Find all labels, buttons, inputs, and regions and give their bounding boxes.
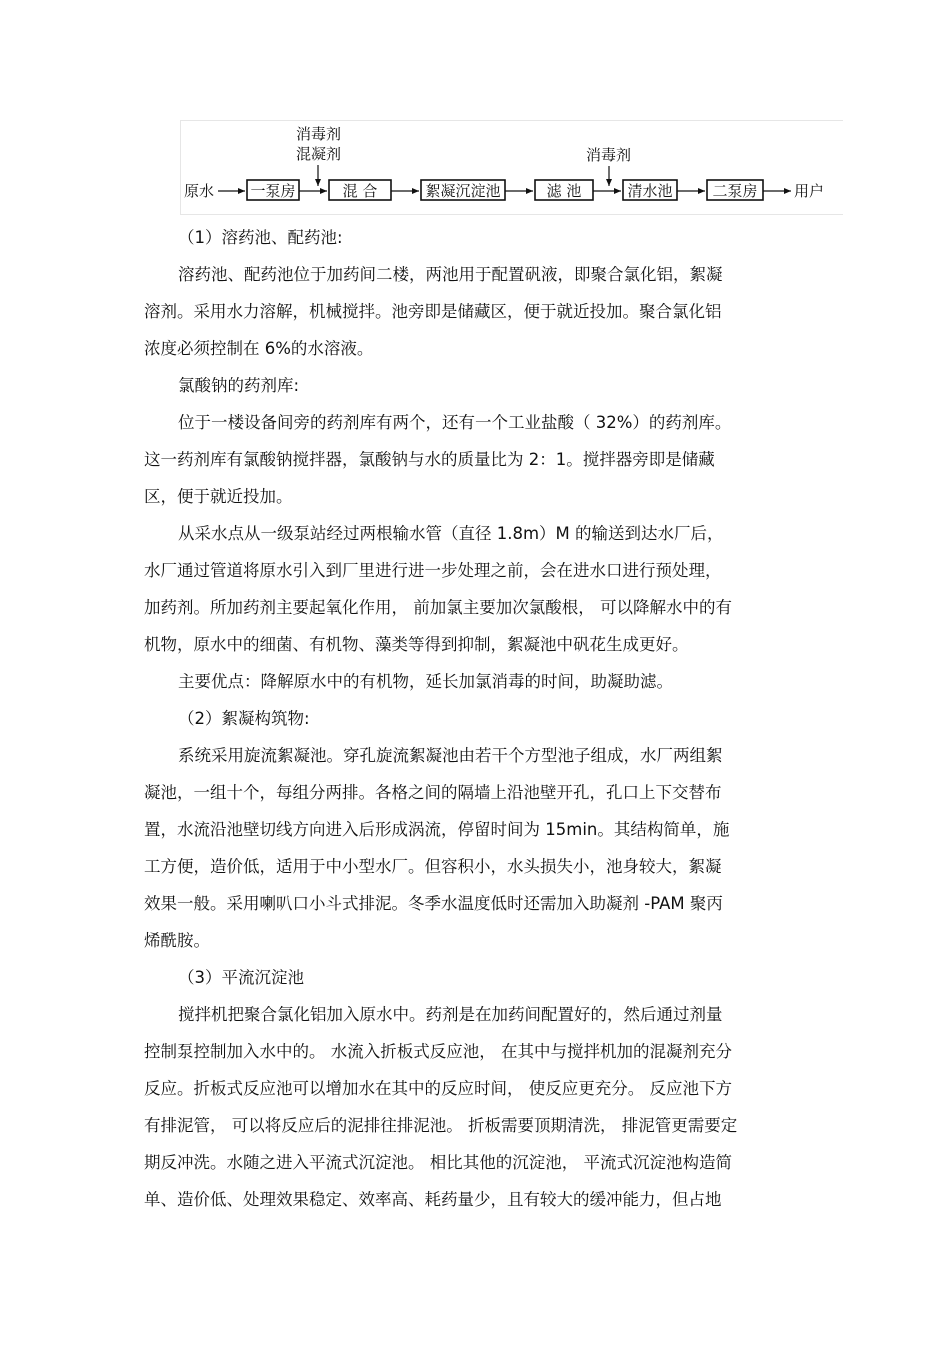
node-label: 混 合: [342, 182, 378, 200]
node-label: 滤 池: [546, 182, 582, 200]
text-line: 置，水流沿池壁切线方向进入后形成涡流，停留时间为 15min。其结构简单，施: [144, 820, 730, 839]
flow-diagram-svg: [181, 121, 844, 216]
text-line: 浓度必须控制在 6%的水溶液。: [144, 339, 374, 358]
node-raw-water: 原水: [184, 182, 215, 200]
text-line: 溶药池、配药池位于加药间二楼，两池用于配置矾液，即聚合氯化铝，絮凝: [178, 265, 723, 284]
node-clear-water-tank: [623, 180, 677, 200]
text-line: 工方便，造价低，适用于中小型水厂。但容积小，水头损失小，池身较大，絮凝: [144, 857, 722, 876]
node-label: 二泵房: [712, 182, 758, 200]
node-pump-house-1: [247, 180, 299, 200]
section-heading-2: （2）絮凝构筑物:: [178, 709, 310, 728]
text-line: 有排泥管， 可以将反应后的泥排往排泥池。 折板需要顶期清洗， 排泥管更需要定: [144, 1116, 738, 1135]
text-line: 从采水点从一级泵站经过两根输水管（直径 1.8m）M 的输送到达水厂后，: [178, 524, 724, 543]
text-line: 系统采用旋流絮凝池。穿孔旋流絮凝池由若干个方型池子组成，水厂两组絮: [178, 746, 723, 765]
text-line: 烯酰胺。: [144, 931, 210, 950]
section-heading-3: （3）平流沉淀池: [178, 968, 304, 987]
node-mixing: [329, 180, 391, 200]
text-line: 凝池，一组十个，每组分两排。各格之间的隔墙上沿池壁开孔，孔口上下交替布: [144, 783, 722, 802]
text-line: 主要优点：降解原水中的有机物，延长加氯消毒的时间，助凝助滤。: [178, 672, 673, 691]
node-filter: [535, 180, 593, 200]
node-flocculation-sedimentation: [421, 180, 505, 200]
text-line: 效果一般。采用喇叭口小斗式排泥。冬季水温度低时还需加入助凝剂 -PAM 聚丙: [144, 894, 723, 913]
input-label-coagulant: 混凝剂: [296, 145, 342, 163]
node-pump-house-2: [707, 180, 763, 200]
text-line: 搅拌机把聚合氯化铝加入原水中。药剂是在加药间配置好的，然后通过剂量: [178, 1005, 723, 1024]
text-line: 水厂通过管道将原水引入到厂里进行进一步处理之前，会在进水口进行预处理，: [144, 561, 722, 580]
process-flow-diagram: [180, 120, 843, 215]
text-line: 控制泵控制加入水中的。 水流入折板式反应池， 在其中与搅拌机加的混凝剂充分: [144, 1042, 732, 1061]
input-label-disinfectant-2: 消毒剂: [586, 146, 632, 164]
node-label: 一泵房: [250, 182, 296, 200]
text-line: 位于一楼设备间旁的药剂库有两个，还有一个工业盐酸（ 32%）的药剂库。: [178, 413, 732, 432]
text-line: 机物，原水中的细菌、有机物、藻类等得到抑制，絮凝池中矾花生成更好。: [144, 635, 689, 654]
text-line: 区，便于就近投加。: [144, 487, 293, 506]
input-label-disinfectant: 消毒剂: [296, 125, 342, 143]
text-line: 反应。折板式反应池可以增加水在其中的反应时间， 使反应更充分。 反应池下方: [144, 1079, 732, 1098]
text-line: 这一药剂库有氯酸钠搅拌器，氯酸钠与水的质量比为 2：1。搅拌器旁即是储藏: [144, 450, 715, 469]
text-line: 溶剂。采用水力溶解，机械搅拌。池旁即是储藏区，便于就近投加。聚合氯化铝: [144, 302, 722, 321]
text-line: 加药剂。所加药剂主要起氧化作用， 前加氯主要加次氯酸根， 可以降解水中的有: [144, 598, 732, 617]
node-label: 絮凝沉淀池: [425, 182, 501, 200]
node-user: 用户: [794, 182, 825, 200]
text-line: 氯酸钠的药剂库:: [178, 376, 300, 395]
text-line: 单、造价低、处理效果稳定、效率高、耗药量少，且有较大的缓冲能力，但占地: [144, 1190, 722, 1209]
text-line: 期反冲洗。水随之进入平流式沉淀池。 相比其他的沉淀池， 平流式沉淀池构造简: [144, 1153, 732, 1172]
node-label: 清水池: [627, 182, 673, 200]
section-heading-1: （1）溶药池、配药池:: [178, 228, 343, 247]
